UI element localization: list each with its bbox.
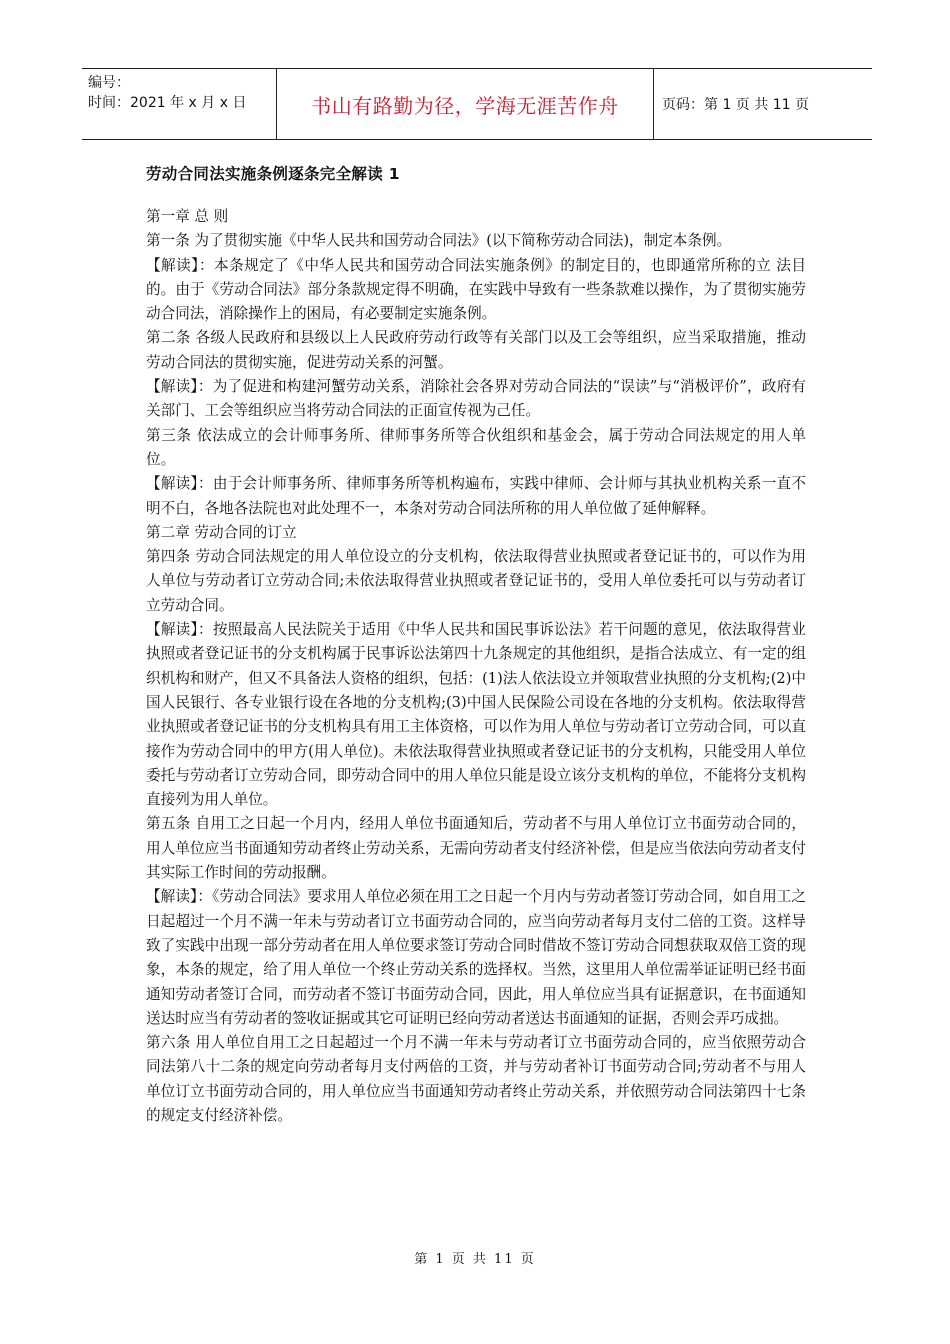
interpretation-2: 【解读】：为了促进和构建河蟹劳动关系，消除社会各界对劳动合同法的“误读”与“消极评价”，政府有关部门、工会等组织应当将劳动合同法的正面宣传视为己任。	[146, 378, 806, 420]
article-6: 第六条 用人单位自用工之日起超过一个月不满一年未与劳动者订立书面劳动合同的，应当依照劳动合同法第八十二条的规定向劳动者每月支付两倍的工资，并与劳动者补订书面劳动合同;劳动者不与用人单位订立书面劳动合同的，用人单位应当书面通知劳动者终止劳动关系，并依照劳动合同法第四十七条的规定支付经济补偿。	[146, 1034, 806, 1124]
page-label: 页码：第 1 页 共 11 页	[662, 97, 809, 113]
interpretation-5: 【解读】：《劳动合同法》要求用人单位必须在用工之日起一个月内与劳动者签订劳动合同，如自用工之日起超过一个月不满一年未与劳动者订立书面劳动合同的，应当向劳动者每月支付二倍的工资。这样导致了实践中出现一部分劳动者在用人单位要求签订劳动合同时借故不签订劳动合同想获取双倍工资的现象，本条的规定，给了用人单位一个终止劳动关系的选择权。当然，这里用人单位需举证证明已经书面通知劳动者签订合同，而劳动者不签订书面劳动合同，因此，用人单位应当具有证据意识，在书面通知送达时应当有劳动者的签收证据或其它可证明已经向劳动者送达书面通知的证据，否则会弄巧成拙。	[146, 888, 806, 1027]
article-1: 第一条 为了贯彻实施《中华人民共和国劳动合同法》(以下简称劳动合同法)，制定本条例。	[146, 232, 732, 250]
motto: 书山有路勤为径，学海无涯苦作舟	[277, 69, 654, 139]
interpretation-1: 【解读】：本条规定了《中华人民共和国劳动合同法实施条例》的制定目的，也即通常所称的立 法目的。由于《劳动合同法》部分条款规定得不明确，在实践中导致有一些条款难以操作，为了贯彻实施劳动合同法，消除操作上的困局，有必要制定实施条例。	[146, 256, 806, 323]
article-2: 第二条 各级人民政府和县级以上人民政府劳动行政等有关部门以及工会等组织，应当采取措施，推动劳动合同法的贯彻实施，促进劳动关系的河蟹。	[146, 329, 806, 371]
interpretation-3: 【解读】：由于会计师事务所、律师事务所等机构遍布，实践中律师、会计师与其执业机构关系一直不明不白，各地各法院也对此处理不一，本条对劳动合同法所称的用人单位做了延伸解释。	[146, 475, 806, 517]
date-label: 时间：2021 年 x 月 x 日	[88, 95, 247, 111]
number-label: 编号：	[88, 75, 130, 91]
page-footer: 第 1 页 共 11 页	[414, 1252, 536, 1267]
chapter-heading: 第二章 劳动合同的订立	[146, 523, 297, 541]
document-body	[146, 205, 806, 1128]
article-5: 第五条 自用工之日起一个月内，经用人单位书面通知后，劳动者不与用人单位订立书面劳动合同的，用人单位应当书面通知劳动者终止劳动关系，无需向劳动者支付经济补偿，但是应当依法向劳动者支付其实际工作时间的劳动报酬。	[146, 815, 806, 882]
article-3: 第三条 依法成立的会计师事务所、律师事务所等合伙组织和基金会，属于劳动合同法规定的用人单位。	[146, 426, 806, 468]
document-title: 劳动合同法实施条例逐条完全解读 1	[146, 165, 400, 183]
article-4: 第四条 劳动合同法规定的用人单位设立的分支机构，依法取得营业执照或者登记证书的，可以作为用人单位与劳动者订立劳动合同;未依法取得营业执照或者登记证书的，受用人单位委托可以与劳动者订立劳动合同。	[146, 548, 806, 614]
header-left-cell	[82, 69, 277, 139]
chapter-heading: 第一章 总 则	[146, 208, 229, 225]
header-table	[82, 68, 872, 140]
interpretation-4: 【解读】：按照最高人民法院关于适用《中华人民共和国民事诉讼法》若干问题的意见，依法取得营业执照或者登记证书的分支机构属于民事诉讼法第四十九条规定的其他组织，是指合法成立、有一定的组织机构和财产，但又不具备法人资格的组织，包括：(1)法人依法设立并领取营业执照的分支机构;(2)中国人民银行、各专业银行设在各地的分支机构;(3)中国人民保险公司设在各地的分支机构。依法取得营业执照或者登记证书的分支机构具有用工主体资格，可以作为用人单位与劳动者订立劳动合同，可以直接作为劳动合同中的甲方(用人单位)。未依法取得营业执照或者登记证书的分支机构，只能受用人单位委托与劳动者订立劳动合同，即劳动合同中的用人单位只能是设立该分支机构的单位，不能将分支机构直接列为用人单位。	[146, 621, 806, 809]
